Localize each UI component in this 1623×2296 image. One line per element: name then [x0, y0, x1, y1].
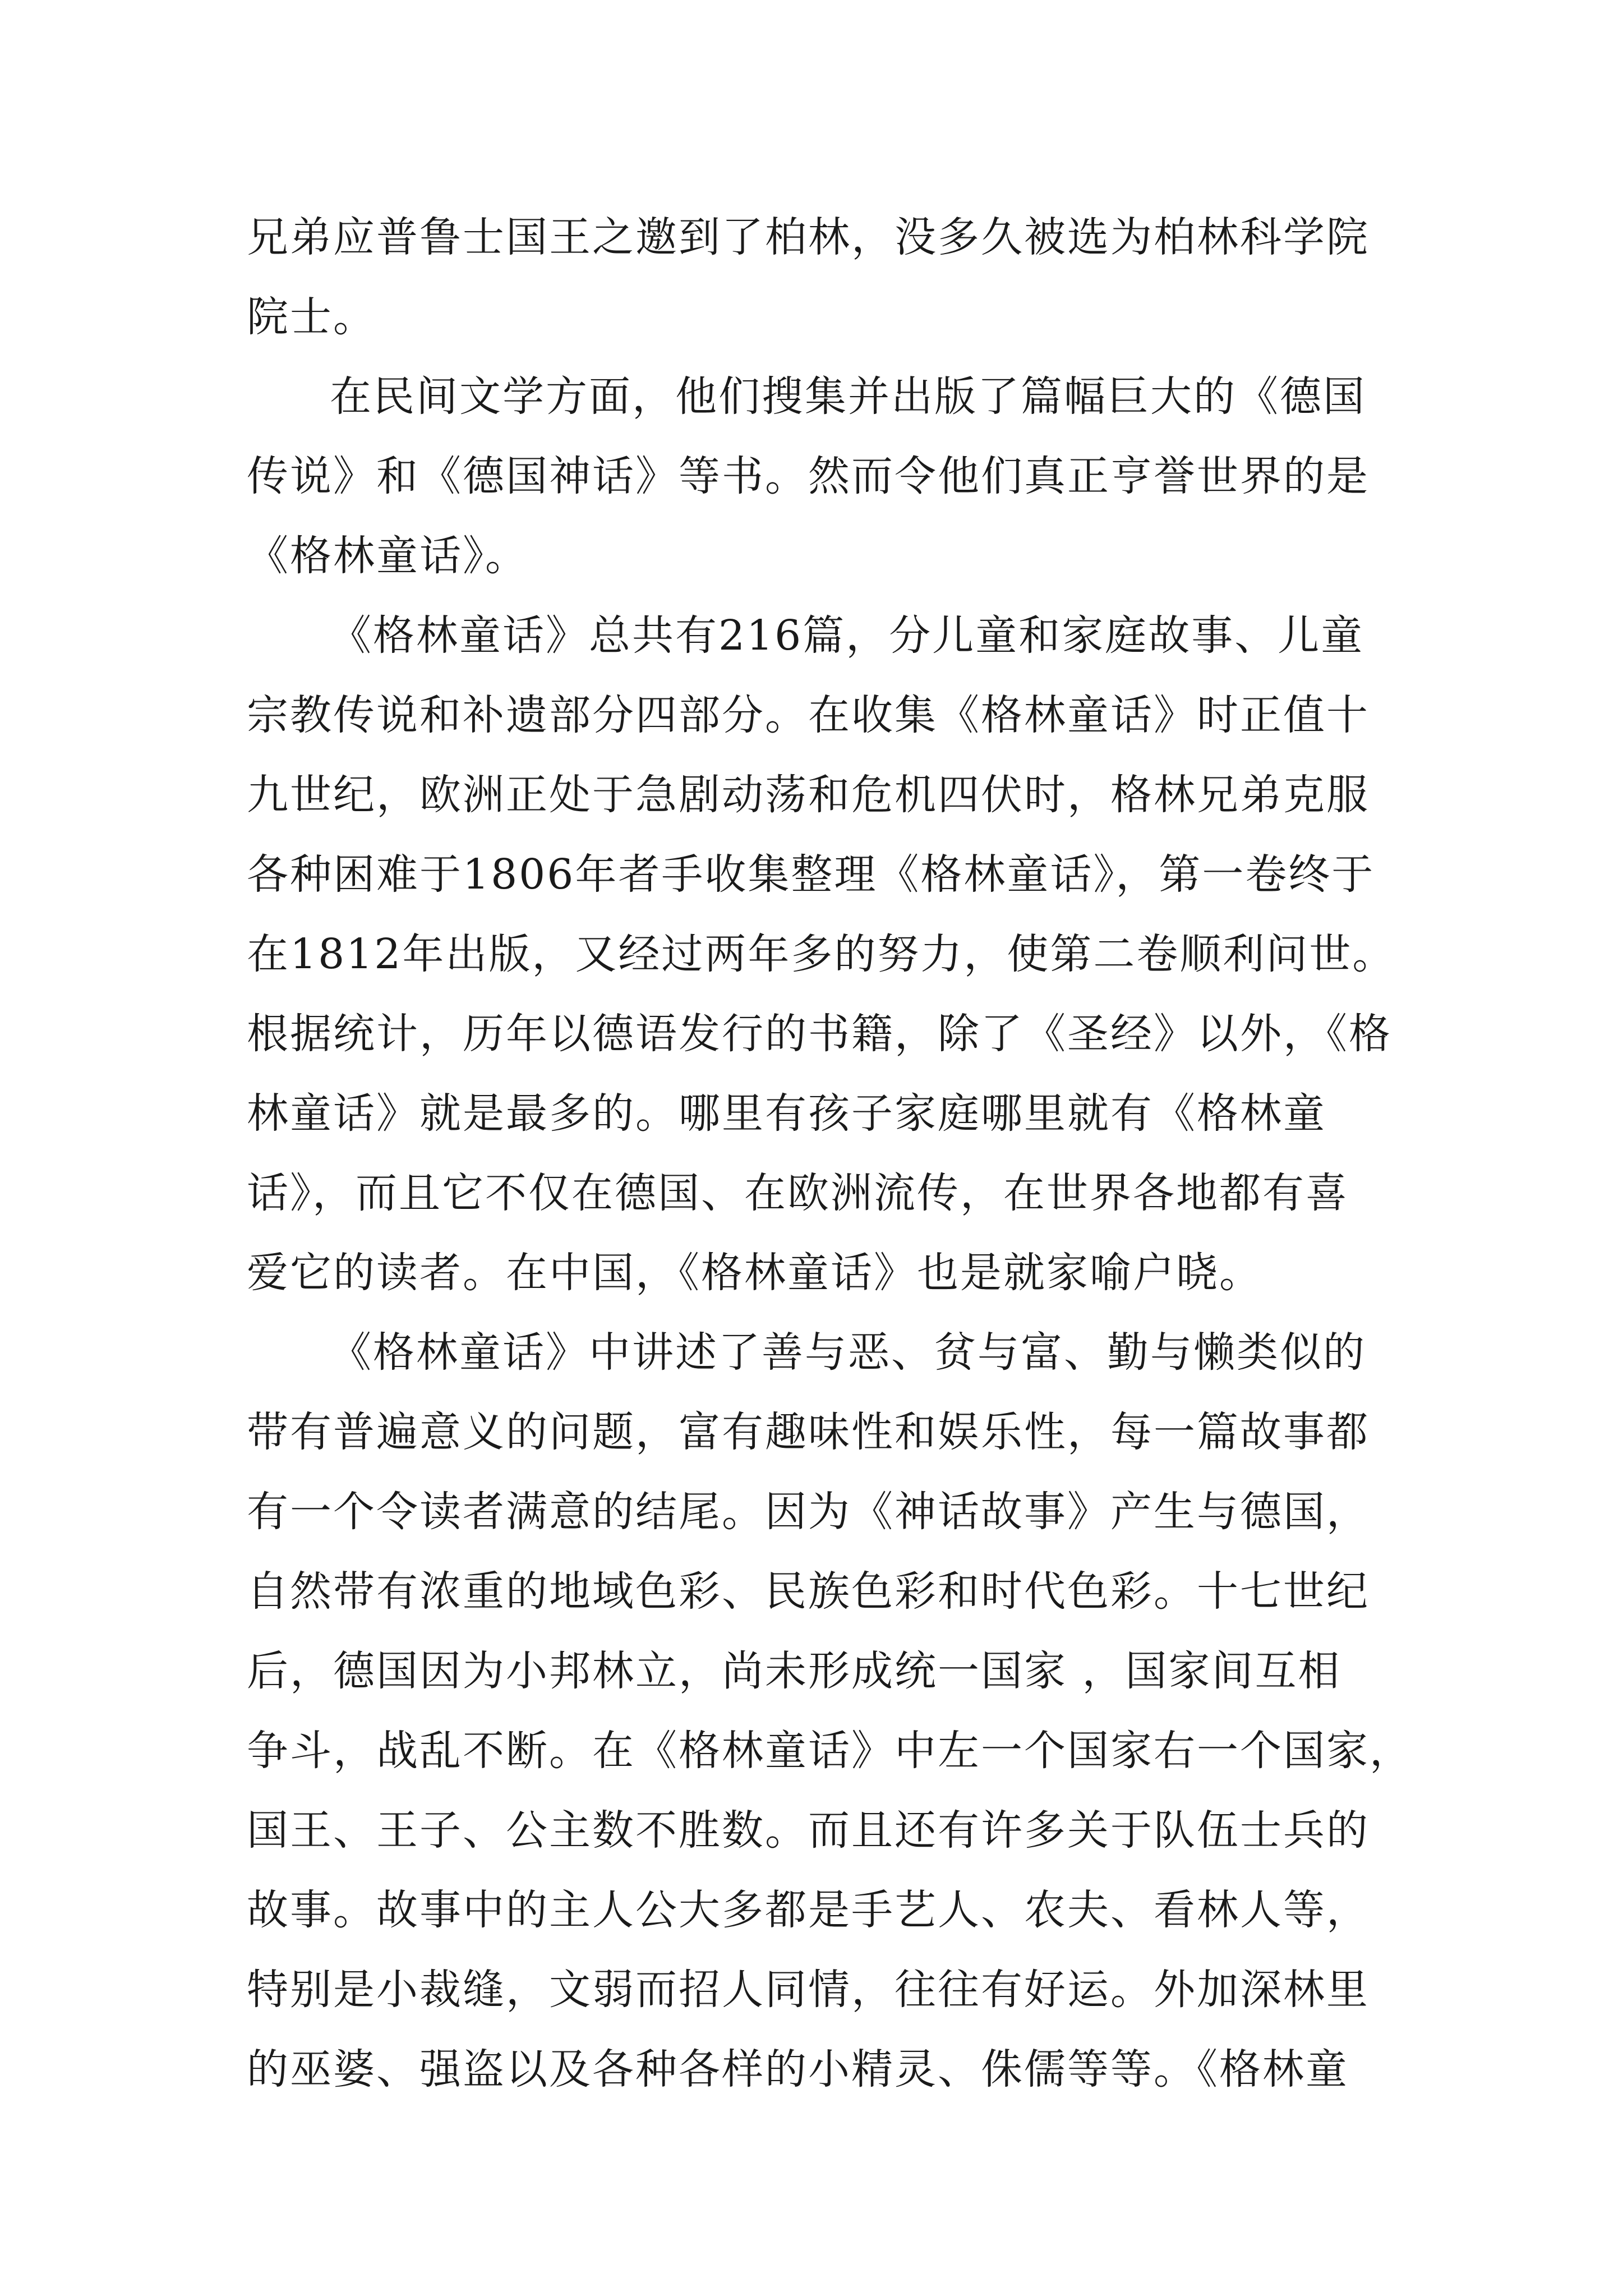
text-line: 国王、王子、公主数不胜数。而且还有许多关于队伍士兵的 — [247, 1806, 1370, 1855]
text-line: 九世纪，欧洲正处于急剧动荡和危机四伏时，格林兄弟克服 — [247, 771, 1370, 819]
text-line: 的巫婆、强盗以及各种各样的小精灵、侏儒等等。《格林童 — [247, 2045, 1349, 2093]
text-line: 《格林童话》总共有216篇，分儿童和家庭故事、儿童 — [330, 611, 1364, 660]
text-line: 带有普遍意义的问题，富有趣味性和娱乐性，每一篇故事都 — [247, 1408, 1370, 1456]
text-line: 话》，而且它不仅在德国、在欧洲流传，在世界各地都有喜 — [247, 1169, 1349, 1217]
text-line: 各种困难于1806年者手收集整理《格林童话》，第一卷终于 — [247, 850, 1375, 899]
text-line: 特别是小裁缝，文弱而招人同情，往往有好运。外加深林里 — [247, 1966, 1370, 2014]
text-line: 院士。 — [247, 293, 376, 341]
text-line: 根据统计，历年以德语发行的书籍，除了《圣经》以外，《格 — [247, 1010, 1392, 1058]
text-line: 《格林童话》中讲述了善与恶、贫与富、勤与懒类似的 — [330, 1328, 1366, 1377]
text-line: 《格林童话》。 — [247, 532, 528, 580]
text-line: 争斗，战乱不断。在《格林童话》中左一个国家右一个国家， — [247, 1727, 1413, 1775]
text-line: 故事。故事中的主人公大多都是手艺人、农夫、看林人等， — [247, 1886, 1370, 1934]
text-line: 有一个令读者满意的结尾。因为《神话故事》产生与德国， — [247, 1488, 1370, 1536]
text-line: 在1812年出版，又经过两年多的努力，使第二卷顺利问世。 — [247, 930, 1396, 978]
text-line: 在民间文学方面，他们搜集并出版了篇幅巨大的《德国 — [330, 372, 1366, 421]
text-line: 爱它的读者。在中国，《格林童话》也是就家喻户晓。 — [247, 1249, 1262, 1297]
text-line: 传说》和《德国神话》等书。然而令他们真正亨誉世界的是 — [247, 452, 1370, 500]
text-line: 宗教传说和补遗部分四部分。在收集《格林童话》时正值十 — [247, 691, 1370, 739]
text-line: 兄弟应普鲁士国王之邀到了柏林，没多久被选为柏林科学院 — [247, 213, 1370, 261]
text-line: 林童话》就是最多的。哪里有孩子家庭哪里就有《格林童 — [247, 1089, 1326, 1138]
text-line: 后，德国因为小邦林立，尚未形成统一国家 ，国家间互相 — [247, 1647, 1341, 1695]
text-line: 自然带有浓重的地域色彩、民族色彩和时代色彩。十七世纪 — [247, 1567, 1370, 1616]
